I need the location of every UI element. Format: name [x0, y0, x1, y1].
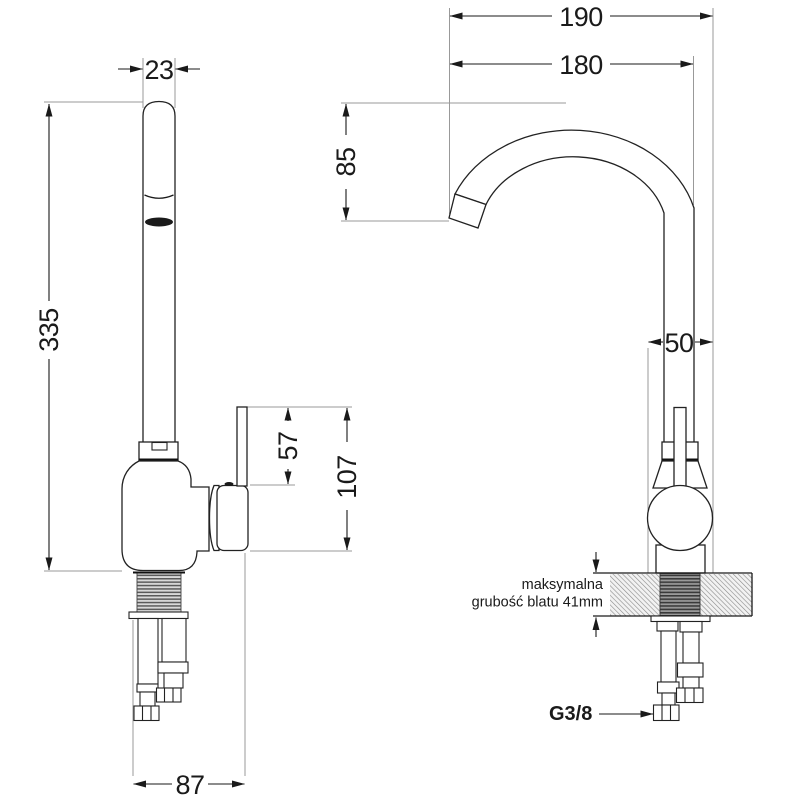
dim-tip-width-label: 23 [144, 55, 174, 85]
side-hex-nut-left [134, 706, 159, 721]
dim-base-depth-label: 87 [175, 770, 205, 800]
dim-reach-label: 180 [559, 50, 603, 80]
dim-lever-upper-label: 57 [273, 431, 303, 461]
front-washer [651, 616, 710, 622]
side-body [122, 461, 209, 571]
thread-size-label: G3/8 [549, 703, 593, 725]
dim-spout-drop-label: 85 [331, 147, 361, 177]
front-supply-hoses [654, 622, 704, 721]
side-threaded-shank [137, 572, 181, 612]
front-hex-nut-left [654, 705, 680, 721]
dim-reach-outer-label: 190 [559, 2, 603, 32]
side-aerator [145, 218, 173, 227]
side-mounting-flange [129, 612, 188, 619]
side-hex-nut-right [157, 688, 182, 702]
side-spout-tube [143, 102, 175, 445]
side-collar-notch [152, 443, 167, 451]
side-view [122, 102, 248, 721]
side-lever-pivot [225, 482, 234, 486]
dim-lever-total-label: 107 [332, 455, 362, 499]
side-lever [237, 407, 247, 486]
countertop-hatch-right [700, 574, 752, 616]
countertop-hatch-left [610, 574, 660, 616]
label-masks [37, 4, 693, 797]
front-gooseneck-spout [455, 130, 694, 443]
front-view [449, 130, 752, 720]
front-threaded-shank [660, 574, 700, 616]
front-hex-nut-right [677, 688, 704, 703]
countertop-note-line1: maksymalna [521, 577, 603, 593]
countertop-section [593, 573, 752, 616]
countertop-note-line2: grubość blatu 41mm [471, 594, 603, 611]
dim-base-diameter-label: 50 [664, 328, 694, 358]
front-valve-sphere [648, 486, 713, 551]
side-handle-base [217, 486, 248, 551]
front-lever [674, 408, 686, 490]
side-supply-hoses [134, 619, 188, 721]
dim-total-height-label: 335 [34, 308, 64, 352]
